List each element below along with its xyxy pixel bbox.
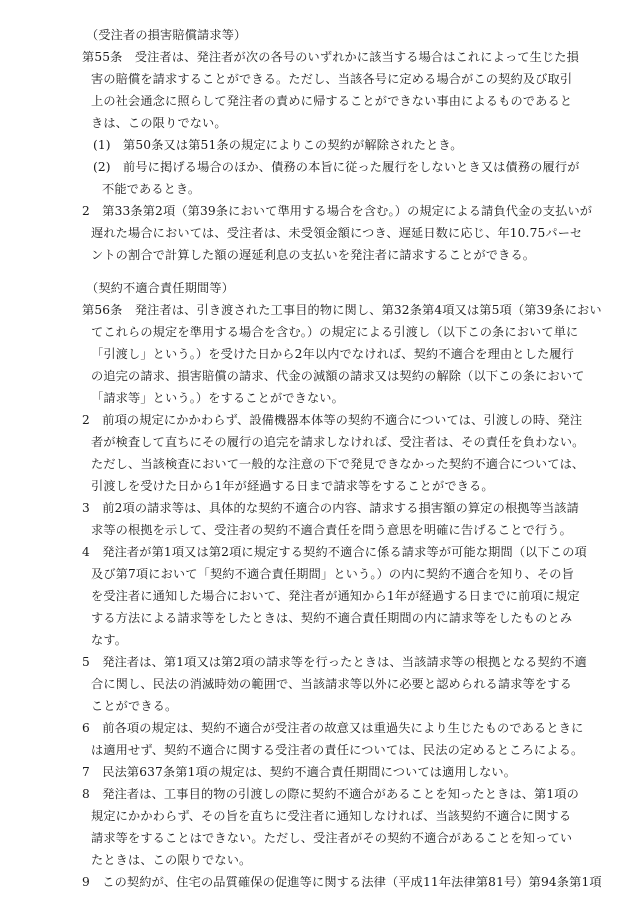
section-56-heading: （契約不適合責任期間等） [86, 281, 235, 295]
article-56-para-4-cont: する方法による請求等をしたときは、契約不適合責任期間の内に請求等をしたものとみ [91, 611, 573, 625]
article-56-para-5: 5 発注者は、第1項又は第2項の請求等を行ったときは、当該請求等の根拠となる契約不適 [82, 655, 587, 669]
article-56-para-2-cont: 者が検査して直ちにその履行の追完を請求しなければ、受注者は、その責任を負わない。 [91, 435, 585, 449]
article-56-para-4: 4 発注者が第1項又は第2項に規定する契約不適合に係る請求等が可能な期間（以下この項 [82, 545, 587, 559]
article-56-para-2-cont: 引渡しを受けた日から1年が経過する日まで請求等をすることができる。 [91, 479, 494, 493]
article-56-para-5-cont: 合に関し、民法の消滅時効の範囲で、当該請求等以外に必要と認められる請求等をする [91, 677, 572, 691]
article-56-para-4-cont: 及び第7項において「契約不適合責任期間」という。）の内に契約不適合を知り、その旨 [91, 567, 574, 581]
article-56-para-8-cont: 規定にかかわらず、その旨を直ちに受注者に通知しなければ、当該契約不適合に関する [91, 809, 572, 823]
article-55-item-2: (2) 前号に掲げる場合のほか、債務の本旨に従った履行をしないとき又は債務の履行が [93, 160, 580, 174]
article-55-item-1: (1) 第50条又は第51条の規定によりこの契約が解除されたとき。 [93, 138, 463, 152]
section-55-heading: （受注者の損害賠償請求等） [86, 28, 247, 42]
article-55-line: 上の社会通念に照らして発注者の責めに帰することができない事由によるものであると [91, 94, 573, 108]
article-56-para-7: 7 民法第637条第1項の規定は、契約不適合責任期間については適用しない。 [82, 765, 517, 779]
article-55-item-2-cont: 不能であるとき。 [102, 182, 201, 196]
article-56-para-6-cont: は適用せず、契約不適合に関する受注者の責任については、民法の定めるところによる。 [91, 743, 584, 757]
article-56-para-5-cont: ことができる。 [91, 699, 178, 713]
article-55-para-2: 2 第33条第2項（第39条において準用する場合を含む。）の規定による請負代金の支払いが [82, 204, 593, 218]
article-56-para-4-cont: を受注者に通知した場合において、発注者が通知から1年が経過する日までに前項に規定 [91, 589, 580, 603]
article-55-para-2-cont: 遅れた場合においては、受注者は、未受領金額につき、遅延日数に応じ、年10.75パーセ [91, 226, 583, 240]
article-56-para-6: 6 前各項の規定は、契約不適合が受注者の故意又は重過失により生じたものであるときに [82, 721, 584, 735]
article-56-line: てこれらの規定を準用する場合を含む。）の規定による引渡し（以下この条において単に [91, 325, 579, 339]
article-56-para-2-cont: ただし、当該検査において一般的な注意の下で発見できなかった契約不適合については、 [91, 457, 585, 471]
article-56-line: 「請求等」という。）をすることができない。 [91, 391, 344, 405]
article-56-para-3: 3 前2項の請求等は、具体的な契約不適合の内容、請求する損害額の算定の根拠等当該請 [82, 501, 579, 515]
article-56-para-8-cont: 請求等をすることはできない。ただし、受注者がその契約不適合があることを知ってい [91, 831, 573, 845]
article-56-line: 第56条 発注者は、引き渡された工事目的物に関し、第32条第4項又は第5項（第39条におい [82, 303, 602, 317]
article-56-line: の追完の請求、損害賠償の請求、代金の減額の請求又は契約の解除（以下この条において [91, 369, 585, 383]
article-55-line: 害の賠償を請求することができる。ただし、当該各号に定める場合がこの契約及び取引 [91, 72, 573, 86]
article-56-line: 「引渡し」という。）を受けた日から2年以内でなければ、契約不適合を理由とした履行 [91, 347, 574, 361]
article-56-para-2: 2 前項の規定にかかわらず、設備機器本体等の契約不適合については、引渡しの時、発注 [82, 413, 583, 427]
article-56-para-4-cont: なす。 [91, 633, 128, 647]
article-56-para-8: 8 発注者は、工事目的物の引渡しの際に契約不適合があることを知ったときは、第1項の [82, 787, 579, 801]
article-55-para-2-cont: ントの割合で計算した額の遅延利息の支払いを発注者に請求することができる。 [91, 248, 536, 262]
article-55-line: 第55条 受注者は、発注者が次の各号のいずれかに該当する場合はこれによって生じた損 [82, 50, 579, 64]
article-56-para-8-cont: たときは、この限りでない。 [91, 853, 252, 867]
article-55-line: きは、この限りでない。 [91, 116, 227, 130]
article-56-para-9: 9 この契約が、住宅の品質確保の促進等に関する法律（平成11年法律第81号）第94条第1項 [82, 875, 602, 889]
article-56-para-3-cont: 求等の根拠を示して、受注者の契約不適合責任を問う意思を明確に告げることで行う。 [91, 523, 572, 537]
